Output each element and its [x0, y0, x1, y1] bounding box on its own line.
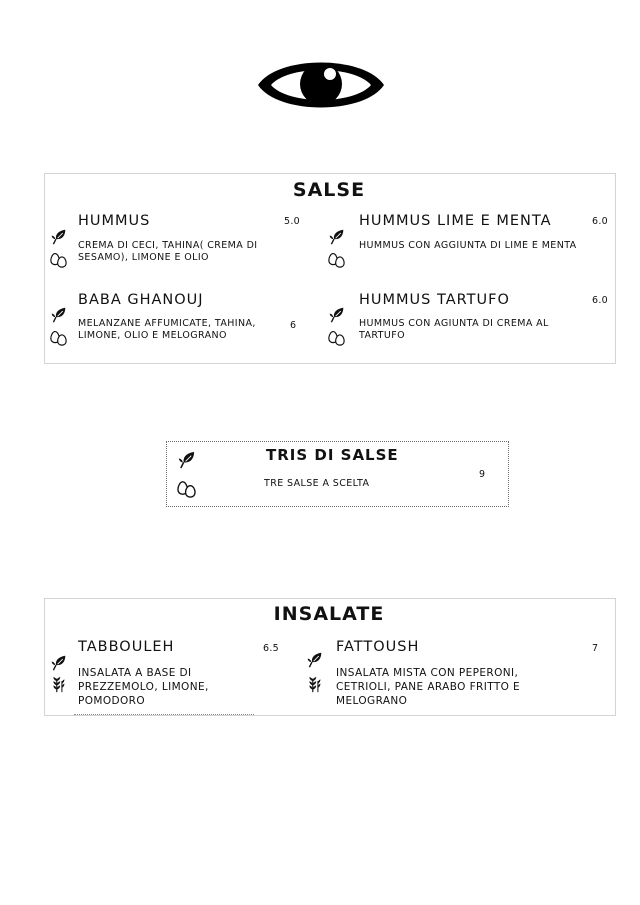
leaf-icon — [50, 306, 67, 323]
leaf-icon — [50, 654, 67, 671]
eye-icon — [256, 52, 386, 118]
menu-item-description: HUMMUS CON AGGIUNTA DI LIME E MENTA — [359, 240, 577, 251]
eggs-icon — [177, 479, 196, 498]
menu-item-name: HUMMUS — [78, 213, 151, 229]
menu-item-price: 7 — [592, 643, 599, 654]
menu-item-description: INSALATA A BASE DI PREZZEMOLO, LIMONE, POMODORO — [78, 667, 209, 707]
eggs-icon — [50, 251, 67, 268]
menu-item-price: 6 — [290, 320, 297, 331]
wheat-icon — [50, 676, 67, 693]
menu-item-price: 6.0 — [592, 216, 609, 227]
leaf-icon — [177, 450, 196, 469]
divider — [74, 714, 254, 715]
eggs-icon — [328, 329, 345, 346]
menu-item-description: HUMMUS CON AGIUNTA DI CREMA AL TARTUFO — [359, 318, 549, 341]
eggs-icon — [50, 329, 67, 346]
leaf-icon — [328, 228, 345, 245]
menu-item-description: MELANZANE AFFUMICATE, TAHINA, LIMONE, OLIO E MELOGRANO — [78, 318, 256, 341]
menu-item-price: 5.0 — [284, 216, 301, 227]
menu-item-description: CREMA DI CECI, TAHINA( CREMA DI SESAMO), LIMONE E OLIO — [78, 240, 258, 263]
menu-item-name: TABBOULEH — [78, 639, 175, 655]
menu-item-name: HUMMUS TARTUFO — [359, 292, 510, 308]
section-title: SALSE — [292, 179, 366, 201]
tris-description: TRE SALSE A SCELTA — [264, 478, 370, 489]
leaf-icon — [328, 306, 345, 323]
eggs-icon — [328, 251, 345, 268]
menu-item-name: BABA GHANOUJ — [78, 292, 204, 308]
leaf-icon — [306, 651, 323, 668]
menu-item-name: HUMMUS LIME E MENTA — [359, 213, 552, 229]
menu-item-name: FATTOUSH — [336, 639, 420, 655]
tris-name: TRIS DI SALSE — [266, 446, 399, 464]
leaf-icon — [50, 228, 67, 245]
tris-price: 9 — [479, 469, 486, 480]
menu-item-price: 6.5 — [263, 643, 280, 654]
section-title: INSALATE — [273, 603, 385, 625]
wheat-icon — [306, 676, 323, 693]
menu-item-description: INSALATA MISTA CON PEPERONI, CETRIOLI, PANE ARABO FRITTO E MELOGRANO — [336, 667, 521, 707]
menu-item-price: 6.0 — [592, 295, 609, 306]
